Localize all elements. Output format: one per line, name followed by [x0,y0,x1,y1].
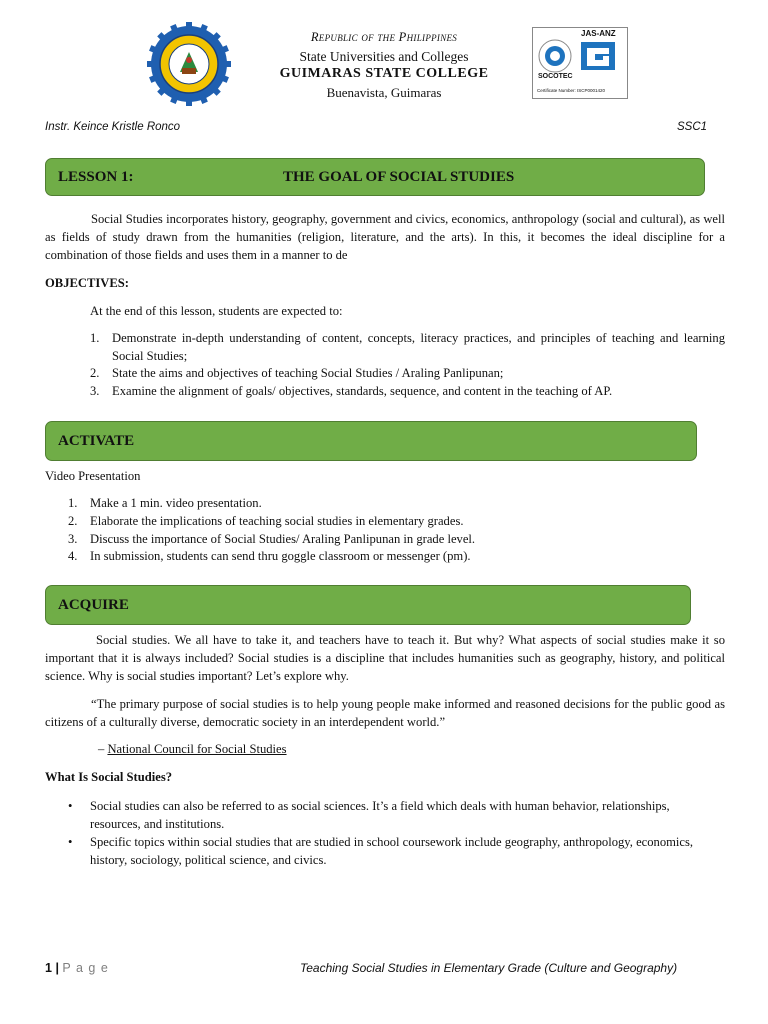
acquire-title: ACQUIRE [58,597,129,613]
objectives-heading: OBJECTIVES: [45,276,129,290]
page-label: P a g e [62,961,109,975]
acquire-banner [45,585,691,625]
cert-number-label: Certificate Number: ISCP0001420 [537,88,606,93]
republic-line: Republic of the Philippines [310,30,458,44]
college-location: Buenavista, Guimaras [326,85,442,100]
activate-subtitle: Video Presentation [45,469,141,483]
lesson-banner [45,158,705,196]
list-item: 2. State the aims and objectives of teaching Social Studies / Araling Panlipunan; [90,366,504,380]
footer-course-title: Teaching Social Studies in Elementary Grade (Culture and Geography) [300,961,678,975]
cert-brand-label: SOCOTEC [538,73,573,80]
section-question: What Is Social Studies? [45,770,173,784]
quote-attribution: – National Council for Social Studies [98,742,287,756]
page-number: 1 [45,961,52,975]
lesson-intro: Social Studies incorporates history, geography, government and civics, economics, anthropology (social and cultural), as well as fields of study drawn from the humanities (religion, literature, and the arts). In this, it becomes the ideal discipline for a combination of those fields and uses them in a manner to de [45,212,725,262]
lesson-title: THE GOAL OF SOCIAL STUDIES [283,169,515,185]
list-item: 3. Examine the alignment of goals/ objectives, standards, sequence, and content in the teaching of AP. [90,384,613,398]
activate-title: ACTIVATE [58,433,135,449]
lesson-number: LESSON 1: [58,169,134,185]
list-item: 3. Discuss the importance of Social Studies/ Araling Panlipunan in grade level. [68,532,476,546]
course-code: SSC1 [677,121,708,133]
list-item: 1. Make a 1 min. video presentation. [68,496,262,510]
objectives-lead: At the end of this lesson, students are expected to: [90,304,343,318]
cert-top-label: JAS-ANZ [581,29,616,38]
list-item: • Social studies can also be referred to as social sciences. It’s a field which deals with human behavior, relationships, resources, and institutions. [68,799,670,831]
acquire-quote: “The primary purpose of social studies is to help young people make informed and reasoned decisions for the public good as citizens of a culturally diverse, democratic society in an interdependent world.” [45,697,725,729]
list-item: • Specific topics within social studies that are studied in school coursework include geography, anthropology, economics, history, sociology, political science, and civics. [68,835,694,867]
instructor-name: Instr. Keince Kristle Ronco [45,121,181,133]
suc-line: State Universities and Colleges [299,49,469,64]
list-item: 1. Demonstrate in-depth understanding of content, concepts, literacy practices, and principles of teaching and learning Social Studies; [90,331,725,363]
page-footer: 1 | P a g e [45,961,109,975]
college-name: GUIMARAS STATE COLLEGE [279,66,489,81]
certification-logo [532,27,628,99]
activate-banner [45,421,697,461]
acquire-paragraph: Social studies. We all have to take it, and teachers have to teach it. But why? What aspects of social studies make it so important that it is always included? Social studies is a discipline that includes humanities such as geography, history, and political science. Why is social studies important? Let’s explore why. [45,633,725,683]
list-item: 4. In submission, students can send thru goggle classroom or messenger (pm). [68,549,471,563]
attribution-link[interactable]: National Council for Social Studies [107,742,287,756]
list-item: 2. Elaborate the implications of teaching social studies in elementary grades. [68,514,464,528]
